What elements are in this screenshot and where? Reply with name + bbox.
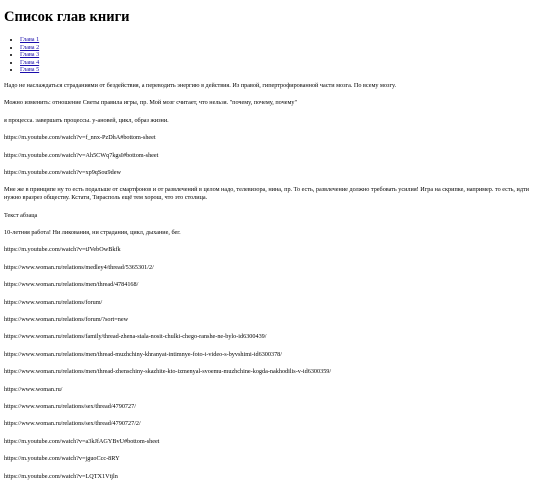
paragraph-url: https://www.woman.ru/relations/sex/thread/4790727/2/ (4, 420, 141, 428)
paragraph-url: https://www.woman.ru/relations/men/thread/4784168/ (4, 281, 139, 289)
paragraph: Надо не наслаждаться страданиями от бездействия, а переводить энергию в действия. Из правой, гипертрофированной части мозга. По всему мозгу. (4, 81, 397, 89)
paragraph-url: https://www.woman.ru/relations/medley4/thread/5365301/2/ (4, 263, 154, 271)
chapter-list-item (20, 51, 536, 59)
paragraph-url: https://m.youtube.com/watch?v=xp9qSou9dew (4, 168, 121, 176)
paragraph-url: https://m.youtube.com/watch?v=jguoCcc-8RY (4, 455, 120, 463)
paragraph-url: https://www.woman.ru/relations/forum/ (4, 298, 103, 306)
chapter-list-item (20, 44, 536, 52)
chapter-link-5[interactable]: Глава 5 (20, 66, 40, 74)
paragraph: 10-летняя работа! Ни ликования, ни страдания, цикл, дыхание, бег. (4, 229, 181, 237)
paragraph: Мне же в принципе ну то есть подальше от смартфонов и от развлечений в целом надо, телевизора, нина, пр. То есть, развлечение должно требовать усилия! Игра на скрипке, например. то есть, идти нужно вразрез обществу. Кстати, Тирасполь ещё тем хорош, что это столица. (4, 186, 529, 202)
document-page (0, 9, 540, 480)
chapter-list-item (20, 36, 536, 44)
chapter-list-item (20, 59, 536, 67)
chapter-link-2[interactable]: Глава 2 (20, 43, 40, 51)
chapter-link-4[interactable]: Глава 4 (20, 58, 40, 66)
paragraph: я процесса. завершать процессы. у-ановей, цикл, образ жизни. (4, 116, 169, 124)
paragraph-url: https://m.youtube.com/watch?v=Ah5CWq7kgsI#bottom-sheet (4, 151, 159, 159)
paragraph-url: https://m.youtube.com/watch?v=f_nnx-PzDhA#bottom-sheet (4, 134, 156, 142)
chapter-link-1[interactable]: Глава 1 (20, 36, 40, 43)
paragraph-url: https://www.woman.ru/relations/men/thread-muzhchiny-khranyat-intimnye-foto-i-video-s-byvshimi-id6300378/ (4, 350, 282, 358)
paragraph-url: https://www.woman.ru/relations/forum/?sort=new (4, 316, 129, 324)
paragraph-url: https://m.youtube.com/watch?v=a3kJfAGYBvU#bottom-sheet (4, 437, 160, 445)
paragraph: Текст абзаца (4, 211, 38, 219)
paragraph-url: https://www.woman.ru/relations/family/thread-zhena-stala-nosit-chulki-chego-ranshe-ne-bylo-id6300439/ (4, 333, 267, 341)
content-body (4, 82, 536, 481)
paragraph: Можно изменить: отношение Светы правила игры, пр. Мой мозг считает, что нельзя. "почему, почему, почему" (4, 99, 297, 107)
paragraph-url: https://m.youtube.com/watch?v=tJVebOwBkfk (4, 246, 121, 254)
paragraph-url: https://m.youtube.com/watch?v=LQTX1Vtjln (4, 472, 118, 480)
chapter-link-3[interactable]: Глава 3 (20, 51, 40, 59)
paragraph-url: https://www.woman.ru/relations/men/thread-zhenschiny-skazhite-kto-izmenyal-svoemu-muzhchine-kogda-nakhodilis-v-id6300359/ (4, 368, 332, 376)
page-title: Список глав книги (4, 9, 130, 25)
chapter-list-item (20, 66, 536, 74)
paragraph-url: https://www.woman.ru/relations/sex/thread/4790727/ (4, 403, 136, 410)
chapter-list (4, 36, 536, 74)
paragraph-url: https://www.woman.ru/ (4, 385, 63, 393)
